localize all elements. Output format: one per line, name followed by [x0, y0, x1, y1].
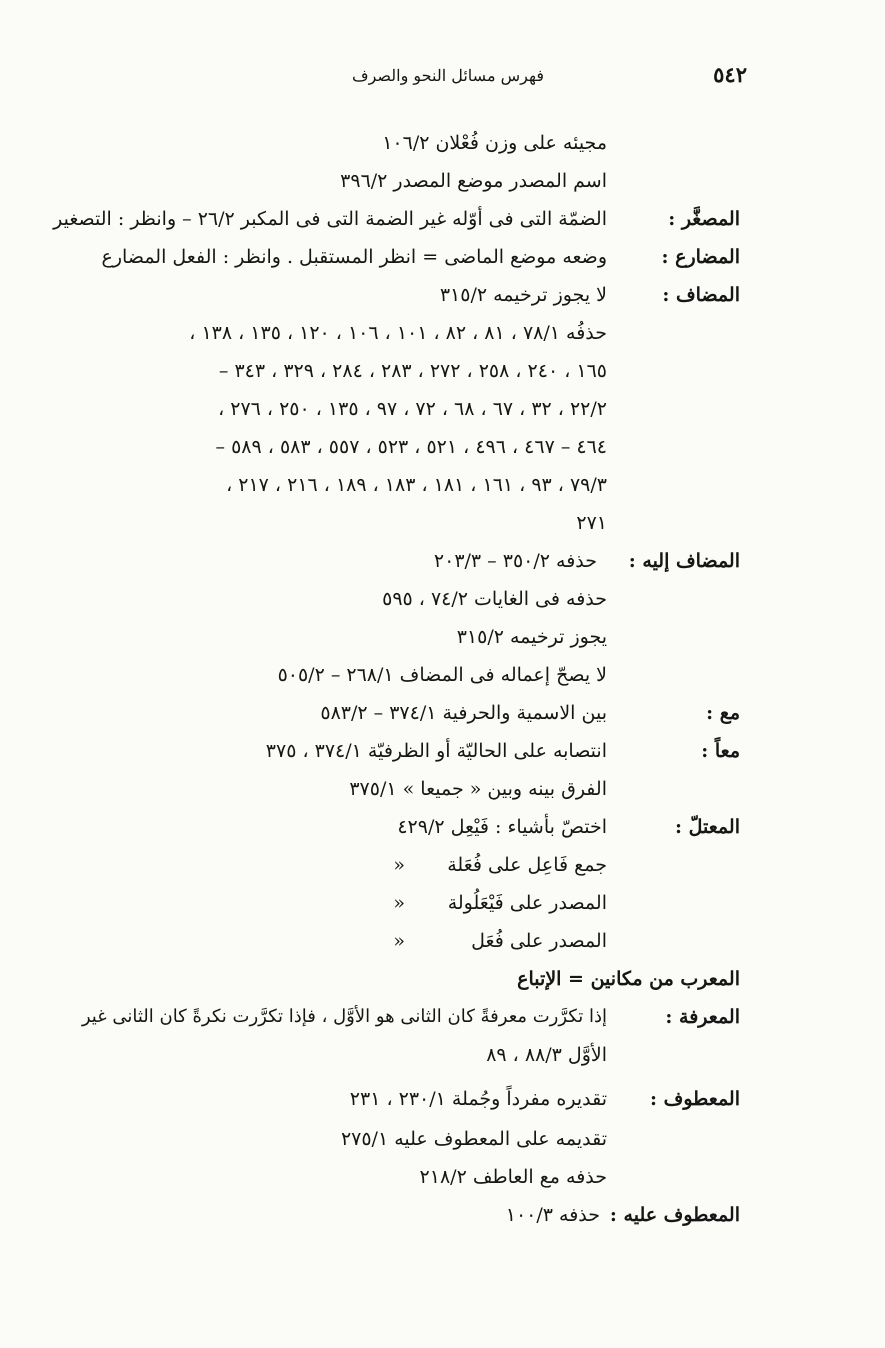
entry-text: تقديره مفرداً وجُملة ٢٣٠/١ ، ٢٣١ — [349, 1088, 607, 1110]
entry-text: الأوَّل ٨٨/٣ ، ٨٩ — [486, 1044, 607, 1066]
entry-term: المعرب من مكانين = الإتباع — [517, 968, 740, 990]
entry-text: إذا تكرَّرت معرفةً كان الثانى هو الأوَّل ، فإذا تكرَّرت نكرةً كان الثانى غير — [81, 1006, 607, 1027]
entry-text: يجوز ترخيمه ٣١٥/٢ — [456, 626, 607, 648]
entry-text: مجيئه على وزن فُعْلان ١٠٦/٢ — [382, 132, 607, 154]
entry-text: لا يجوز ترخيمه ٣١٥/٢ — [439, 284, 607, 306]
entry-text: حذفه مع العاطف ٢١٨/٢ — [419, 1166, 607, 1188]
entry-term: مع : — [706, 702, 740, 724]
ditto-mark: « — [393, 854, 405, 876]
entry-text: انتصابه على الحاليّة أو الظرفيّة ٣٧٤/١ ، ٣٧٥ — [265, 740, 607, 762]
entry-text: المصدر على فُعَل — [471, 930, 607, 952]
ditto-mark: « — [393, 930, 405, 952]
entry-text: ٧٩/٣ ، ٩٣ ، ١٦١ ، ١٨١ ، ١٨٣ ، ١٨٩ ، ٢١٦ ، ٢١٧ ، — [226, 474, 607, 496]
entry-text: اختصّ بأشياء : فَيْعِل ٤٢٩/٢ — [397, 816, 607, 838]
entry-text: جمع فَاعِل على فُعَلة — [447, 854, 607, 876]
entry-text: حذفه ١٠٠/٣ — [505, 1204, 600, 1226]
entry-text: تقديمه على المعطوف عليه ٢٧٥/١ — [340, 1128, 607, 1150]
entry-text: بين الاسمية والحرفية ٣٧٤/١ – ٥٨٣/٢ — [320, 702, 607, 724]
entry-text: حذفه ٣٥٠/٢ – ٢٠٣/٣ — [433, 550, 597, 572]
entry-text: وضعه موضع الماضى = انظر المستقبل . وانظر : الفعل المضارع — [101, 246, 607, 268]
entry-text: المصدر على فَيْعَلُولة — [447, 892, 607, 914]
entry-term: المضارع : — [661, 246, 740, 268]
entry-term: المعطوف : — [650, 1088, 740, 1110]
page-header — [0, 62, 885, 92]
entry-text: حذفُه ٧٨/١ ، ٨١ ، ٨٢ ، ١٠١ ، ١٠٦ ، ١٢٠ ، ١٣٥ ، ١٣٨ ، — [189, 322, 607, 344]
entry-text: حذفه فى الغايات ٧٤/٢ ، ٥٩٥ — [382, 588, 607, 610]
running-title: فهرس مسائل النحو والصرف — [351, 66, 544, 85]
entry-term: المعرفة : — [665, 1006, 740, 1028]
entry-text: لا يصحّ إعماله فى المضاف ٢٦٨/١ – ٥٠٥/٢ — [277, 664, 607, 686]
entry-text: ٢٧١ — [576, 512, 607, 534]
entry-term: المضاف إليه : — [628, 550, 740, 572]
entry-text: ٢٢/٢ ، ٣٢ ، ٦٧ ، ٦٨ ، ٧٢ ، ٩٧ ، ١٣٥ ، ٢٥٠ ، ٢٧٦ ، — [218, 398, 607, 420]
entry-text: الضمّة التى فى أوّله غير الضمة التى فى المكبر ٢٦/٢ – وانظر : التصغير — [53, 208, 607, 230]
entry-text: اسم المصدر موضع المصدر ٣٩٦/٢ — [340, 170, 607, 192]
entry-text: ١٦٥ ، ٢٤٠ ، ٢٥٨ ، ٢٧٢ ، ٢٨٣ ، ٢٨٤ ، ٣٢٩ ، ٣٤٣ – — [218, 360, 607, 382]
page-number: ٥٤٢ — [713, 62, 747, 87]
entry-term: المضاف : — [662, 284, 740, 306]
entry-term: المعطوف عليه : — [609, 1204, 740, 1226]
ditto-mark: « — [393, 892, 405, 914]
entry-term: المصغَّر : — [668, 208, 740, 230]
entry-term: المعتلّ : — [675, 816, 740, 838]
entry-text: الفرق بينه وبين « جميعا » ٣٧٥/١ — [349, 778, 607, 800]
entry-text: ٤٦٤ – ٤٦٧ ، ٤٩٦ ، ٥٢١ ، ٥٢٣ ، ٥٥٧ ، ٥٨٣ ، ٥٨٩ – — [215, 436, 607, 458]
entry-term: معاً : — [701, 740, 740, 762]
